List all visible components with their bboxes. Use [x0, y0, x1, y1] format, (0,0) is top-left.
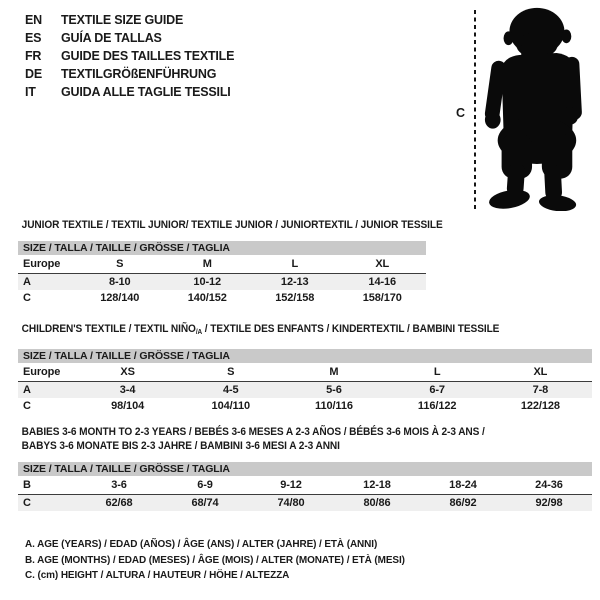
- language-code: EN: [25, 13, 42, 27]
- value-cell: 5-6: [326, 384, 342, 396]
- size-table: [18, 363, 592, 414]
- language-row: [25, 65, 234, 83]
- value-cell: 128/140: [100, 292, 140, 304]
- value-cell: 98/104: [111, 400, 145, 412]
- size-table: [18, 476, 592, 511]
- language-title-block: [25, 11, 234, 101]
- footnote: A. AGE (YEARS) / EDAD (AÑOS) / ÂGE (ANS) / ALTER (JAHRE) / ETÀ (ANNI): [25, 538, 378, 550]
- value-cell: 62/68: [105, 497, 133, 509]
- value-cell: 12-13: [280, 276, 309, 288]
- row-label-cell: C: [23, 292, 31, 304]
- row-label-cell: C: [23, 400, 31, 412]
- value-cell: L: [386, 363, 489, 382]
- value-cell: 14-16: [368, 276, 397, 288]
- title-segment: BABYS 3-6 MONATE BIS 2-3 JAHRE / BAMBINI 3-6 MESI A 2-3 ANNI: [21, 440, 340, 452]
- language-label: GUIDE DES TAILLES TEXTILE: [61, 49, 235, 63]
- language-label: GUÍA DE TALLAS: [61, 31, 162, 45]
- section-title-line: [22, 425, 546, 439]
- size-header-bar: SIZE / TALLA / TAILLE / GRÖSSE / TAGLIA: [18, 462, 592, 476]
- height-measure-label: C: [456, 106, 466, 120]
- language-code: ES: [25, 31, 42, 45]
- language-row: [25, 47, 234, 65]
- table-row: [18, 476, 592, 495]
- value-cell: 92/98: [535, 497, 563, 509]
- value-cell: 9-12: [248, 476, 334, 495]
- title-segment: JUNIOR TEXTILE / TEXTIL JUNIOR/ TEXTILE JUNIOR / JUNIORTEXTIL / JUNIOR TESSILE: [21, 219, 443, 231]
- section-title: [18, 322, 546, 340]
- value-cell: 24-36: [506, 476, 592, 495]
- language-code: FR: [25, 49, 42, 63]
- table-row: [18, 274, 426, 291]
- value-cell: 12-18: [334, 476, 420, 495]
- section-title: [18, 425, 546, 453]
- value-cell: 3-6: [76, 476, 162, 495]
- size-table: [18, 255, 426, 306]
- title-segment: BABIES 3-6 MONTH TO 2-3 YEARS / BEBÉS 3-6 MESES A 2-3 AÑOS / BÉBÉS 3-6 MOIS À 2-3 ANS /: [21, 426, 485, 438]
- size-header-bar: SIZE / TALLA / TAILLE / GRÖSSE / TAGLIA: [18, 241, 426, 255]
- value-cell: XL: [339, 255, 427, 274]
- size-section: [18, 322, 592, 414]
- value-cell: L: [251, 255, 339, 274]
- value-cell: 8-10: [108, 276, 131, 288]
- value-cell: 152/158: [275, 292, 315, 304]
- value-cell: 104/110: [211, 400, 251, 412]
- footnote: C. (cm) HEIGHT / ALTURA / HAUTEUR / HÖHE / ALTEZZA: [25, 569, 290, 581]
- table-row: [18, 290, 426, 306]
- toddler-silhouette: [480, 5, 588, 211]
- value-cell: 10-12: [193, 276, 222, 288]
- section-title-line: [22, 322, 546, 340]
- value-cell: S: [179, 363, 282, 382]
- value-cell: 80/86: [363, 497, 391, 509]
- size-section: [18, 218, 480, 306]
- row-label-cell: Europe: [18, 255, 76, 274]
- value-cell: 74/80: [277, 497, 305, 509]
- value-cell: 6-7: [429, 384, 445, 396]
- title-segment: / TEXTILE DES ENFANTS / KINDERTEXTIL / BAMBINI TESSILE: [202, 323, 500, 335]
- title-segment: /A: [195, 329, 203, 336]
- language-label: TEXTILGRÖßENFÜHRUNG: [61, 67, 217, 81]
- language-row: [25, 11, 234, 29]
- value-cell: 68/74: [191, 497, 219, 509]
- value-cell: 86/92: [449, 497, 477, 509]
- value-cell: 6-9: [162, 476, 248, 495]
- language-row: [25, 83, 234, 101]
- section-title-line: [22, 218, 443, 232]
- value-cell: 110/116: [315, 400, 353, 412]
- row-label-cell: C: [23, 497, 31, 509]
- row-label-cell: A: [23, 276, 31, 288]
- language-code: IT: [25, 85, 36, 99]
- row-label-cell: Europe: [18, 363, 76, 382]
- row-label-cell: A: [23, 384, 31, 396]
- language-row: [25, 29, 234, 47]
- title-segment: CHILDREN'S TEXTILE / TEXTIL NIÑO: [21, 323, 196, 335]
- section-title: [18, 218, 443, 232]
- value-cell: XL: [489, 363, 592, 382]
- value-cell: S: [76, 255, 164, 274]
- value-cell: 7-8: [532, 384, 549, 396]
- table-row: [18, 495, 592, 512]
- table-row: [18, 382, 592, 399]
- language-label: GUIDA ALLE TAGLIE TESSILI: [61, 85, 231, 99]
- height-measure-dashed-line: [474, 10, 476, 209]
- value-cell: 140/152: [187, 292, 227, 304]
- table-row: [18, 398, 592, 414]
- size-section: [18, 425, 592, 511]
- value-cell: 18-24: [420, 476, 506, 495]
- table-row: [18, 255, 426, 274]
- value-cell: 4-5: [222, 384, 239, 396]
- language-label: TEXTILE SIZE GUIDE: [61, 13, 184, 27]
- row-label-cell: B: [18, 476, 76, 495]
- value-cell: XS: [76, 363, 179, 382]
- value-cell: M: [164, 255, 252, 274]
- table-row: [18, 363, 592, 382]
- value-cell: 3-4: [119, 384, 136, 396]
- value-cell: M: [282, 363, 385, 382]
- footnote: B. AGE (MONTHS) / EDAD (MESES) / ÂGE (MOIS) / ALTER (MONATE) / ETÀ (MESI): [25, 553, 405, 566]
- value-cell: 158/170: [362, 292, 402, 304]
- value-cell: 116/122: [417, 400, 457, 412]
- size-header-bar: SIZE / TALLA / TAILLE / GRÖSSE / TAGLIA: [18, 349, 592, 363]
- value-cell: 122/128: [520, 400, 560, 412]
- language-code: DE: [25, 67, 42, 81]
- section-title-line: [22, 439, 546, 453]
- footnotes-block: [25, 537, 405, 584]
